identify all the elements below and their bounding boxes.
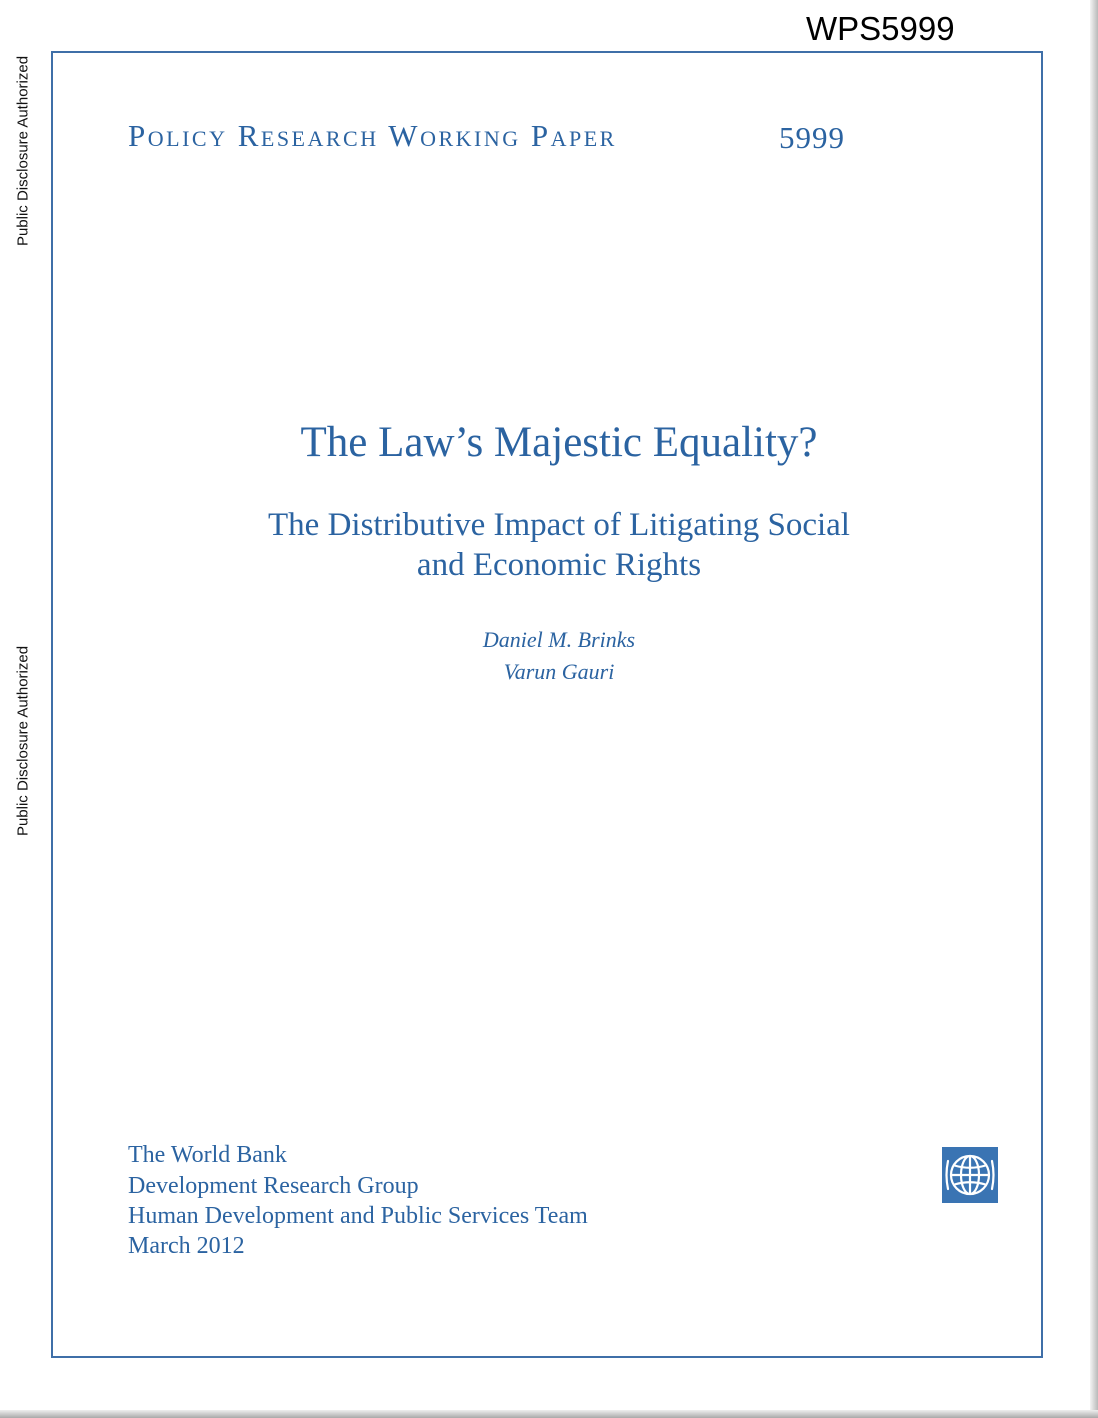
publisher-team: Human Development and Public Services Team <box>128 1203 588 1229</box>
publication-date: March 2012 <box>128 1233 245 1259</box>
paper-title: The Law’s Majestic Equality? <box>300 419 818 466</box>
page-edge-shadow-bottom <box>0 1410 1098 1418</box>
author-1: Daniel M. Brinks <box>482 627 636 652</box>
series-title: Policy Research Working Paper <box>128 118 617 153</box>
world-bank-globe-icon <box>942 1147 998 1203</box>
disclosure-label-text: Public Disclosure Authorized <box>14 645 32 837</box>
page-edge-shadow-right <box>1090 0 1098 1418</box>
publisher-name: The World Bank <box>128 1142 287 1168</box>
disclosure-label-text: Public Disclosure Authorized <box>14 55 32 247</box>
paper-number: 5999 <box>779 120 845 155</box>
paper-subtitle-line-1: The Distributive Impact of Litigating Social <box>268 507 850 543</box>
document-id: WPS5999 <box>806 10 955 47</box>
paper-subtitle-line-2: and Economic Rights <box>416 547 702 583</box>
publisher-group: Development Research Group <box>128 1173 419 1199</box>
author-2: Varun Gauri <box>503 659 615 684</box>
